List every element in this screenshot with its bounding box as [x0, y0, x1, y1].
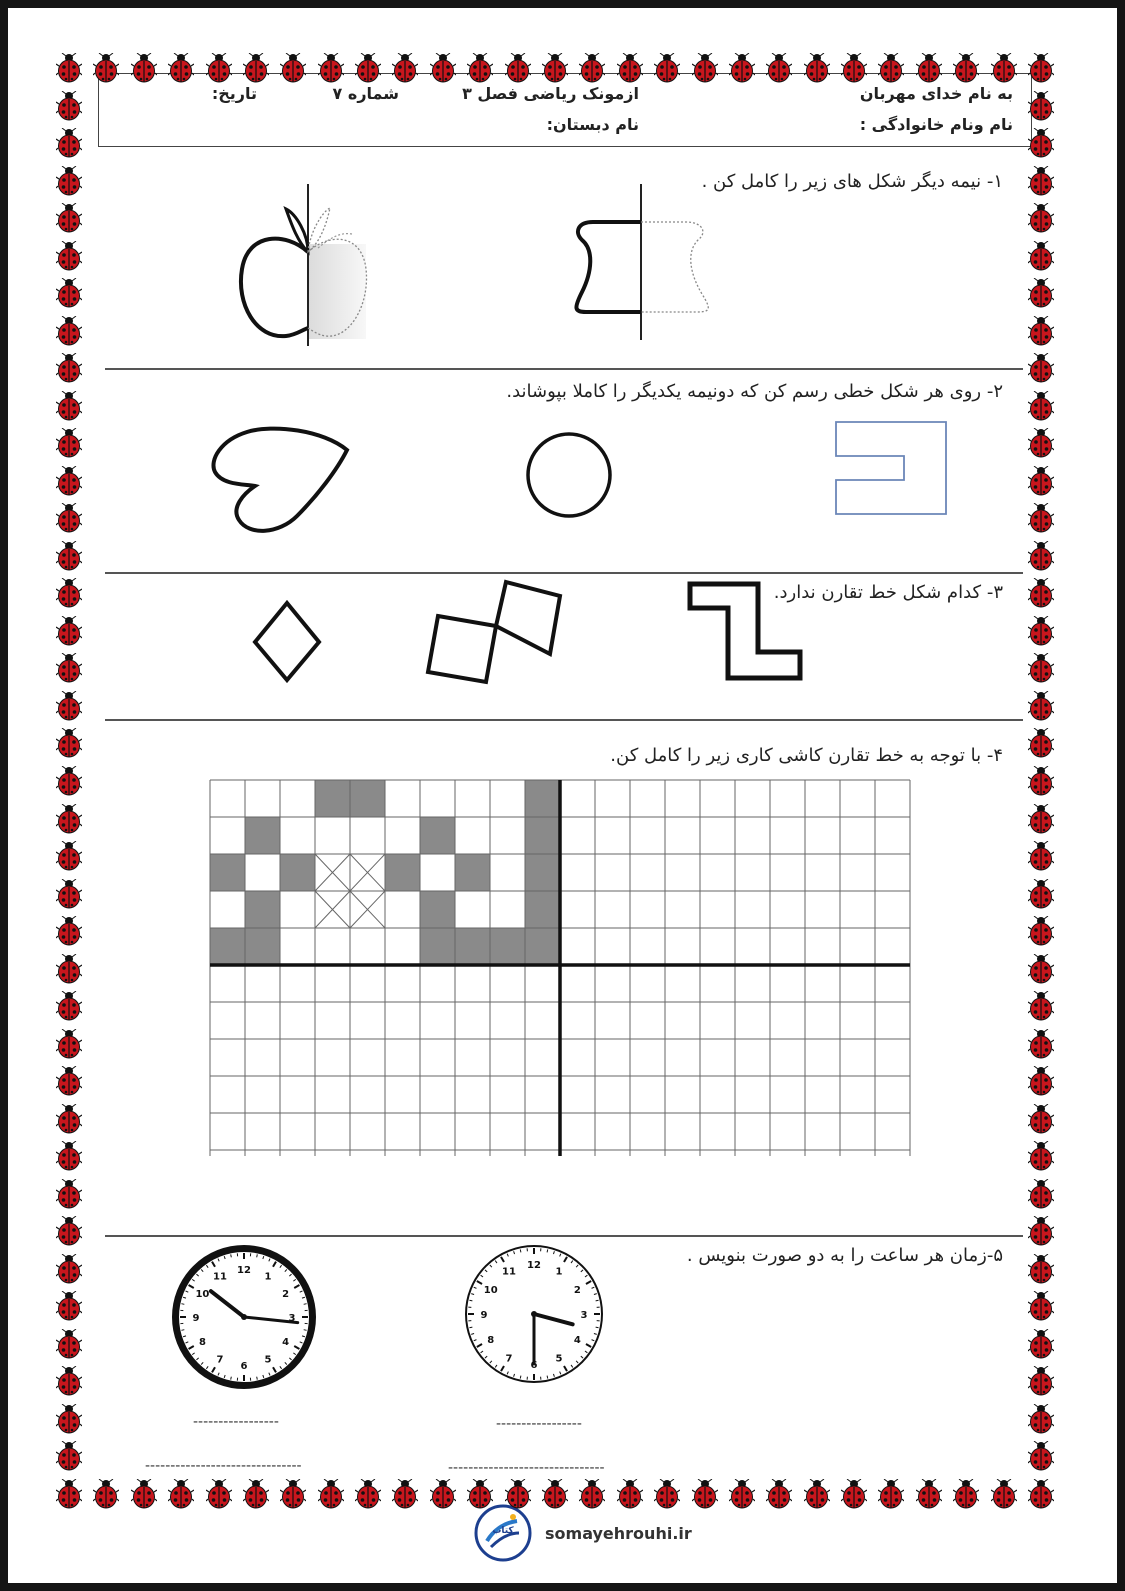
ladybug-icon [467, 1479, 493, 1509]
shaded-tile [245, 928, 280, 965]
ladybug-icon [56, 954, 82, 984]
ladybug-icon [692, 1479, 718, 1509]
ladybug-icon [878, 53, 904, 83]
ladybug-icon [1028, 316, 1054, 346]
clock-tick [520, 1249, 521, 1252]
ladybug-icon [430, 1479, 456, 1509]
ladybug-icon [56, 766, 82, 796]
clock-center [531, 1311, 537, 1317]
school-label: نام دبستان: [546, 115, 639, 134]
ladybug-icon [56, 1441, 82, 1471]
clock-number: 5 [555, 1353, 563, 1365]
clock-number: 5 [264, 1354, 272, 1366]
ladybug-icon [56, 804, 82, 834]
ladybug-icon [56, 503, 82, 533]
ladybug-icon [131, 53, 157, 83]
clock-tick [304, 1330, 307, 1331]
ladybug-icon [1028, 691, 1054, 721]
ladybug-icon [56, 728, 82, 758]
ladybug-icon [56, 916, 82, 946]
basmala: به نام خدای مهربان [859, 84, 1013, 103]
ladybug-icon [168, 53, 194, 83]
clock-tick [547, 1376, 548, 1379]
clock-number: 11 [502, 1266, 516, 1278]
ladybug-icon [1028, 1329, 1054, 1359]
separator [105, 1235, 1023, 1237]
clock-number: 11 [213, 1271, 227, 1283]
ladybug-icon [56, 53, 82, 83]
ladybug-icon [1028, 391, 1054, 421]
ladybug-icon [56, 1029, 82, 1059]
ladybug-icon [56, 541, 82, 571]
answer-line: ----------------- [496, 1416, 582, 1432]
name-label: نام ونام خانوادگی : [859, 115, 1013, 134]
ladybug-icon [1028, 916, 1054, 946]
site-logo-icon [473, 1503, 533, 1563]
ladybug-icon [1028, 1254, 1054, 1284]
ladybug-icon [56, 991, 82, 1021]
shaded-tile [420, 891, 455, 928]
ladybug-icon [1028, 766, 1054, 796]
clock-number: 1 [264, 1271, 272, 1283]
clock-number: 7 [216, 1354, 224, 1366]
shaded-tile [315, 780, 350, 817]
shaded-tile [525, 854, 560, 891]
ladybug-icon [991, 53, 1017, 83]
clock-number: 7 [505, 1353, 513, 1365]
clock-number: 8 [487, 1335, 495, 1346]
ladybug-icon [1028, 466, 1054, 496]
shaded-tile [420, 817, 455, 854]
ladybug-icon [1028, 166, 1054, 196]
ladybug-icon [318, 1479, 344, 1509]
ladybug-icon [56, 1216, 82, 1246]
ladybug-icon [1028, 541, 1054, 571]
question-5: ۵-زمان هر ساعت را به دو صورت بنویس . [686, 1245, 1003, 1266]
clock-tick [304, 1304, 307, 1305]
ladybug-icon [617, 53, 643, 83]
ladybug-icon [1028, 1291, 1054, 1321]
ladybug-icon [542, 53, 568, 83]
two-squares-shape [420, 578, 570, 690]
ladybug-icon [56, 1179, 82, 1209]
ladybug-icon [392, 53, 418, 83]
clock-tick [181, 1330, 184, 1331]
ladybug-icon [56, 1066, 82, 1096]
ladybug-icon [131, 1479, 157, 1509]
clock-tick [181, 1304, 184, 1305]
ladybug-icon [841, 1479, 867, 1509]
shaded-tile [525, 891, 560, 928]
ladybug-icon [1028, 1141, 1054, 1171]
clock-number: 4 [282, 1337, 290, 1348]
ladybug-icon [243, 53, 269, 83]
ladybug-icon [729, 53, 755, 83]
separator [105, 719, 1023, 721]
clock-number: 10 [483, 1285, 498, 1296]
exam-number: شماره ۷ [332, 84, 399, 103]
ladybug-icon [243, 1479, 269, 1509]
shaded-tile [420, 928, 455, 965]
ladybug-icon [1028, 428, 1054, 458]
worksheet-page [8, 8, 1117, 1583]
ladybug-icon [56, 316, 82, 346]
shaded-tile [455, 854, 490, 891]
ladybug-icon [692, 53, 718, 83]
ladybug-icon [1028, 728, 1054, 758]
ladybug-icon [280, 1479, 306, 1509]
answer-line: ------------------------------- [145, 1458, 302, 1474]
ladybug-icon [56, 91, 82, 121]
clock-tick [231, 1254, 232, 1257]
ladybug-icon [1028, 653, 1054, 683]
shaded-tile [490, 928, 525, 965]
ladybug-icon [1028, 1104, 1054, 1134]
clock-tick [469, 1327, 472, 1328]
ladybug-icon [916, 53, 942, 83]
ladybug-icon [1028, 53, 1054, 83]
ladybug-icon [56, 428, 82, 458]
ladybug-icon [467, 53, 493, 83]
ladybug-icon [953, 1479, 979, 1509]
website-url[interactable]: somayehrouhi.ir [545, 1524, 692, 1543]
ladybug-icon [654, 53, 680, 83]
ladybug-icon [1028, 128, 1054, 158]
clock-tick [596, 1327, 599, 1328]
ladybug-icon [1028, 1029, 1054, 1059]
clock-thin-frame [464, 1244, 604, 1384]
ladybug-icon [56, 1329, 82, 1359]
shaded-tile [280, 854, 315, 891]
ladybug-icon [56, 1479, 82, 1509]
clock-tick [257, 1254, 258, 1257]
ladybug-icon [617, 1479, 643, 1509]
shaded-tile [385, 854, 420, 891]
clock-center [241, 1314, 247, 1320]
ladybug-icon [1028, 841, 1054, 871]
ladybug-icon [355, 53, 381, 83]
ladybug-icon [56, 278, 82, 308]
ladybug-icon [916, 1479, 942, 1509]
ladybug-icon [56, 1254, 82, 1284]
clock-number: 2 [573, 1285, 581, 1296]
clock-tick [469, 1300, 472, 1301]
ladybug-icon [56, 841, 82, 871]
ladybug-icon [542, 1479, 568, 1509]
ladybug-icon [505, 1479, 531, 1509]
ladybug-icon [1028, 616, 1054, 646]
clock-number: 12 [237, 1265, 251, 1276]
ladybug-icon [56, 879, 82, 909]
ladybug-icon [878, 1479, 904, 1509]
clock-thick-frame [171, 1244, 317, 1390]
ladybug-icon [1028, 578, 1054, 608]
clock-number: 3 [580, 1310, 588, 1321]
clock-number: 6 [240, 1361, 248, 1372]
ladybug-icon [1028, 1366, 1054, 1396]
ladybug-icon [1028, 991, 1054, 1021]
ladybug-icon [56, 166, 82, 196]
ladybug-icon [56, 353, 82, 383]
answer-line: ------------------------------- [448, 1460, 605, 1476]
vase-half-figure [568, 182, 728, 342]
ladybug-icon [56, 1104, 82, 1134]
clock-tick [520, 1376, 521, 1379]
clock-number: 12 [527, 1260, 541, 1271]
ladybug-icon [505, 53, 531, 83]
exam-title: ازمونک ریاضی فصل ۳ [462, 84, 639, 103]
ladybug-icon [804, 1479, 830, 1509]
ladybug-icon [206, 1479, 232, 1509]
logo-text: کتاب [492, 1526, 514, 1536]
clock-tick [596, 1300, 599, 1301]
ladybug-icon [430, 53, 456, 83]
question-2: ۲- روی هر شکل خطی رسم کن که دونیمه یکدیگر را کاملا بپوشاند. [506, 381, 1003, 402]
separator [105, 368, 1023, 370]
u-bracket-shape [834, 420, 950, 518]
ladybug-icon [56, 691, 82, 721]
ladybug-icon [93, 53, 119, 83]
ladybug-icon [1028, 203, 1054, 233]
ladybug-icon [56, 653, 82, 683]
ladybug-icon [206, 53, 232, 83]
tiling-grid [206, 776, 916, 1156]
ladybug-icon [766, 53, 792, 83]
question-3: ۳- کدام شکل خط تقارن ندارد. [773, 582, 1003, 603]
shaded-tile [210, 928, 245, 965]
ladybug-icon [56, 391, 82, 421]
shaded-tile [525, 817, 560, 854]
date-label: تاریخ: [211, 84, 257, 103]
ladybug-icon [392, 1479, 418, 1509]
clock-tick [547, 1249, 548, 1252]
ladybug-icon [56, 1291, 82, 1321]
ladybug-icon [1028, 804, 1054, 834]
clock-number: 9 [480, 1310, 488, 1321]
separator [105, 572, 1023, 574]
question-4: ۴- با توجه به خط تقارن کاشی کاری زیر را کامل کن. [610, 745, 1003, 766]
clock-number: 9 [192, 1313, 200, 1324]
ladybug-icon [56, 1366, 82, 1396]
shaded-tile [525, 780, 560, 817]
z-shape [684, 578, 810, 686]
clock-tick [257, 1377, 258, 1380]
question-1: ۱- نیمه دیگر شکل های زیر را کامل کن . [701, 171, 1003, 192]
clock-number: 4 [573, 1335, 581, 1346]
clock-number: 8 [198, 1337, 206, 1348]
ladybug-icon [729, 1479, 755, 1509]
ladybug-icon [56, 203, 82, 233]
ladybug-icon [56, 578, 82, 608]
ladybug-icon [1028, 353, 1054, 383]
ladybug-icon [1028, 1179, 1054, 1209]
ladybug-icon [56, 616, 82, 646]
ladybug-icon [93, 1479, 119, 1509]
ladybug-icon [355, 1479, 381, 1509]
clock-number: 1 [555, 1266, 563, 1278]
clock-number: 10 [195, 1289, 210, 1300]
ladybug-icon [579, 53, 605, 83]
ladybug-icon [168, 1479, 194, 1509]
ladybug-icon [1028, 278, 1054, 308]
shaded-tile [245, 891, 280, 928]
ladybug-icon [1028, 241, 1054, 271]
shaded-tile [210, 854, 245, 891]
ladybug-icon [1028, 879, 1054, 909]
clock-number: 3 [288, 1313, 296, 1324]
apple-half-figure [226, 174, 376, 349]
ladybug-icon [766, 1479, 792, 1509]
ladybug-icon [1028, 1441, 1054, 1471]
heart-shape [203, 424, 353, 536]
ladybug-icon [1028, 1066, 1054, 1096]
shaded-tile [455, 928, 490, 965]
ladybug-icon [953, 53, 979, 83]
ladybug-icon [841, 53, 867, 83]
ladybug-icon [804, 53, 830, 83]
ladybug-icon [1028, 954, 1054, 984]
ladybug-icon [1028, 1404, 1054, 1434]
shaded-tile [350, 780, 385, 817]
ladybug-icon [1028, 91, 1054, 121]
answer-line: ----------------- [193, 1414, 279, 1430]
ladybug-icon [56, 241, 82, 271]
clock-number: 2 [282, 1289, 290, 1300]
ladybug-icon [1028, 1479, 1054, 1509]
ladybug-icon [991, 1479, 1017, 1509]
ladybug-icon [654, 1479, 680, 1509]
clock-number: 6 [530, 1360, 538, 1371]
ladybug-icon [1028, 1216, 1054, 1246]
shaded-tile [525, 928, 560, 965]
rhombus-shape [250, 600, 324, 684]
ladybug-icon [56, 128, 82, 158]
ladybug-icon [579, 1479, 605, 1509]
ladybug-icon [1028, 503, 1054, 533]
circle-shape [523, 429, 615, 521]
clock-tick [231, 1377, 232, 1380]
shaded-tile [245, 817, 280, 854]
ladybug-icon [280, 53, 306, 83]
ladybug-icon [318, 53, 344, 83]
ladybug-icon [56, 1141, 82, 1171]
ladybug-icon [56, 1404, 82, 1434]
ladybug-icon [56, 466, 82, 496]
